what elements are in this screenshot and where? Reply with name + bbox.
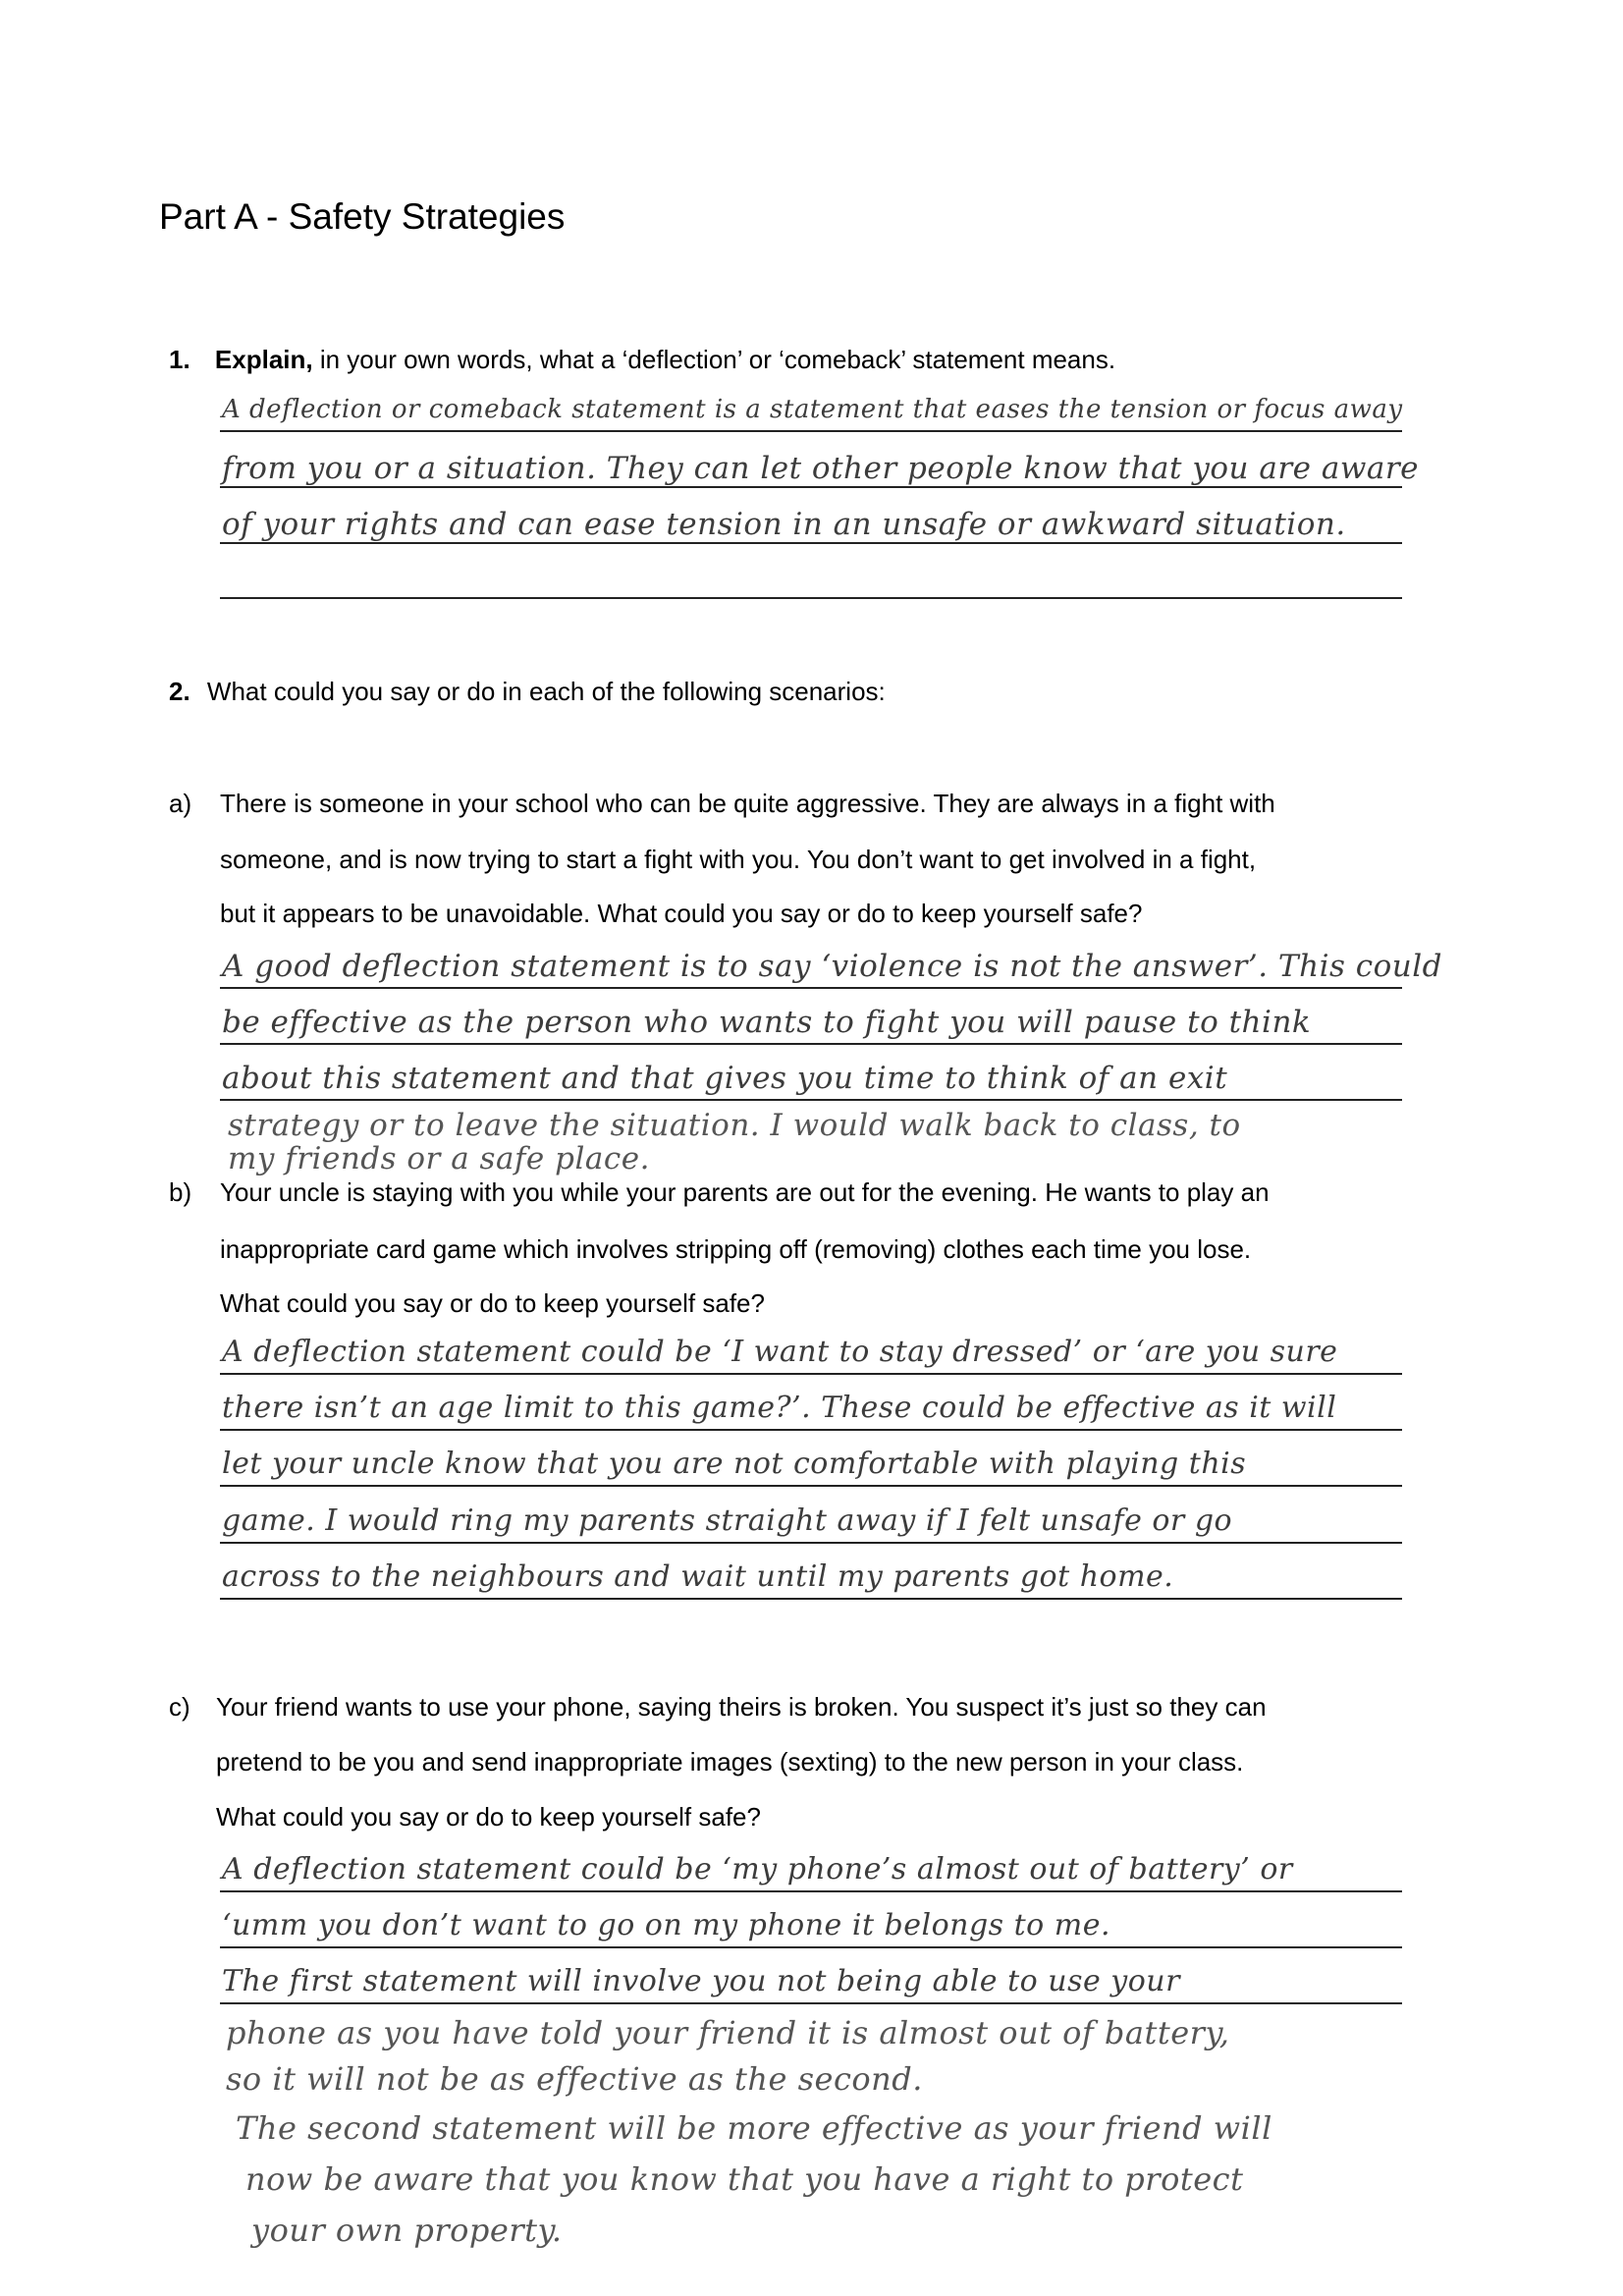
- page-title: Part A - Safety Strategies: [159, 196, 566, 237]
- answer-line: [220, 486, 1402, 488]
- scenario-c-line: What could you say or do to keep yourself safe?: [216, 1802, 761, 1831]
- question-1: [169, 342, 1115, 377]
- answer-line: [220, 1099, 1402, 1101]
- question-2-number: 2.: [169, 677, 190, 706]
- answer-line: [220, 1598, 1402, 1600]
- scenario-a-line: There is someone in your school who can be quite aggressive. They are always in a fight with: [220, 789, 1275, 818]
- question-2: [169, 674, 886, 709]
- scenario-b-label: b): [169, 1177, 192, 1207]
- scenario-c-label: c): [169, 1692, 190, 1722]
- answer-line: [220, 1373, 1402, 1375]
- handwritten-answer-line: A good deflection statement is to say ‘violence is not the answer’. This could: [222, 949, 1442, 984]
- answer-line: [220, 542, 1402, 544]
- scenario-c-line: Your friend wants to use your phone, saying theirs is broken. You suspect it’s just so they can: [216, 1692, 1267, 1722]
- handwritten-answer-line: my friends or a safe place.: [228, 1141, 650, 1176]
- handwritten-answer-line: across to the neighbours and wait until my parents got home.: [222, 1559, 1174, 1594]
- handwritten-answer-line: strategy or to leave the situation. I would walk back to class, to: [228, 1108, 1241, 1143]
- answer-line: [220, 597, 1402, 599]
- handwritten-answer-line: A deflection statement could be ‘I want to stay dressed’ or ‘are you sure: [222, 1335, 1338, 1369]
- handwritten-answer-line: A deflection statement could be ‘my phone’s almost out of battery’ or: [222, 1852, 1293, 1886]
- handwritten-answer-line: now be aware that you know that you have a right to protect: [245, 2160, 1244, 2198]
- answer-line: [220, 430, 1402, 432]
- question-1-number: 1.: [169, 345, 190, 374]
- handwritten-answer-line: let your uncle know that you are not comfortable with playing this: [222, 1447, 1247, 1481]
- question-1-bold: Explain,: [214, 345, 313, 374]
- handwritten-answer-line: there isn’t an age limit to this game?’. These could be effective as it will: [222, 1391, 1337, 1425]
- scenario-b-line: inappropriate card game which involves stripping off (removing) clothes each time you lose.: [220, 1234, 1252, 1264]
- scenario-b-line: Your uncle is staying with you while your parents are out for the evening. He wants to play an: [220, 1177, 1270, 1207]
- handwritten-answer-line: A deflection or comeback statement is a statement that eases the tension or focus away: [222, 395, 1403, 424]
- handwritten-answer-line: of your rights and can ease tension in an unsafe or awkward situation.: [222, 507, 1346, 542]
- handwritten-answer-line: your own property.: [251, 2212, 563, 2249]
- handwritten-answer-line: so it will not be as effective as the second.: [226, 2060, 923, 2098]
- answer-line: [220, 1890, 1402, 1892]
- handwritten-answer-line: phone as you have told your friend it is almost out of battery,: [226, 2014, 1230, 2051]
- handwritten-answer-line: about this statement and that gives you time to think of an exit: [222, 1061, 1228, 1096]
- question-2-text: What could you say or do in each of the following scenarios:: [206, 677, 886, 706]
- answer-line: [220, 987, 1402, 989]
- question-1-text: in your own words, what a ‘deflection’ or ‘comeback’ statement means.: [312, 345, 1116, 374]
- handwritten-answer-line: The first statement will involve you not being able to use your: [222, 1964, 1180, 1998]
- answer-line: [220, 1542, 1402, 1544]
- handwritten-answer-line: game. I would ring my parents straight away if I felt unsafe or go: [222, 1503, 1233, 1538]
- answer-line: [220, 2002, 1402, 2004]
- handwritten-answer-line: be effective as the person who wants to fight you will pause to think: [222, 1005, 1312, 1040]
- scenario-a-line: someone, and is now trying to start a fight with you. You don’t want to get involved in a fight,: [220, 845, 1257, 874]
- handwritten-answer-line: ‘umm you don’t want to go on my phone it belongs to me.: [222, 1908, 1110, 1942]
- scenario-a-line: but it appears to be unavoidable. What could you say or do to keep yourself safe?: [220, 899, 1143, 928]
- scenario-b-line: What could you say or do to keep yourself safe?: [220, 1288, 765, 1318]
- scenario-c-line: pretend to be you and send inappropriate images (sexting) to the new person in your class.: [216, 1747, 1244, 1777]
- answer-line: [220, 1043, 1402, 1045]
- answer-line: [220, 1429, 1402, 1431]
- scenario-a-label: a): [169, 789, 192, 818]
- answer-line: [220, 1946, 1402, 1948]
- handwritten-answer-line: The second statement will be more effective as your friend will: [236, 2109, 1272, 2147]
- handwritten-answer-line: from you or a situation. They can let other people know that you are aware: [222, 451, 1419, 486]
- answer-line: [220, 1485, 1402, 1487]
